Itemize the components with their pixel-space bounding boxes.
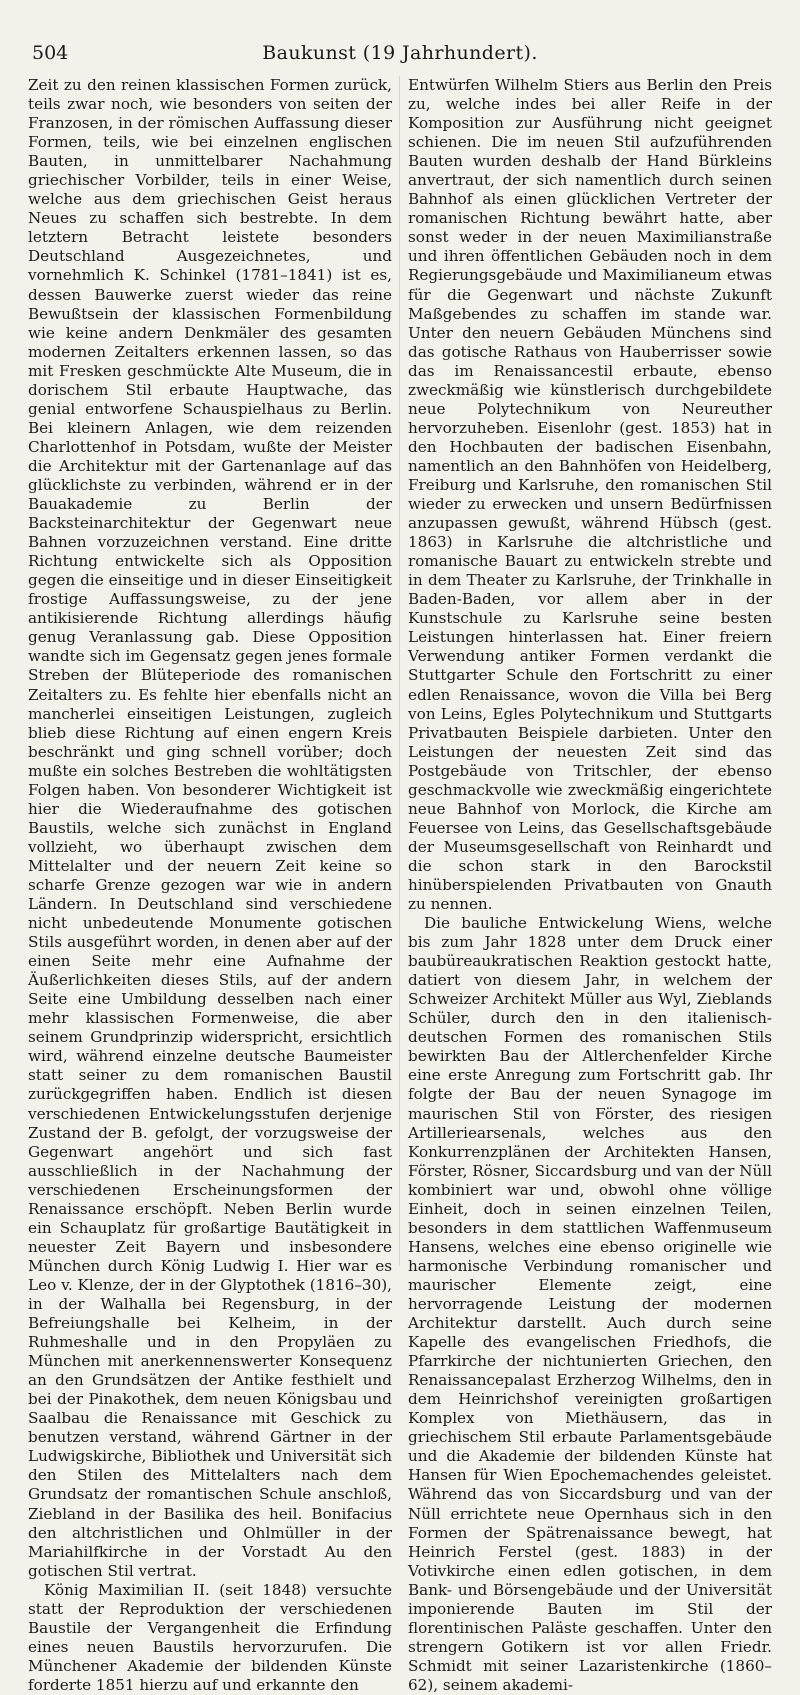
running-head: Baukunst (19 Jahrhundert). (262, 42, 538, 64)
left-column (28, 76, 392, 1695)
right-paragraph-1: Entwürfen Wilhelm Stiers aus Berlin den Preis zu, welche indes bei aller Reife in der Komposition zur Ausführung nicht geeignet schienen. Die im neuen Stil aufzuführenden Bauten wurden deshalb der Hand Bürkleins anvertraut, der sich namentlich durch seinen Bahnhof als einen glücklichen Vertreter der romanischen Richtung bewährt hatte, aber sonst weder in der neuen Maximilianstraße und ihren öffentlichen Gebäuden noch in dem Regierungsgebäude und Maximilianeum etwas für die Gegenwart und nächste Zukunft Maßgebendes zu schaffen im stande war. Unter den neuern Gebäuden Münchens sind das gotische Rathaus von Hauberrisser sowie das im Renaissancestil erbaute, ebenso zweckmäßig wie künstlerisch durchgebildete neue Polytechnikum von Neureuther hervorzuheben. Eisenlohr (gest. 1853) hat in den Hochbauten der badischen Eisenbahn, namentlich an den Bahnhöfen von Heidelberg, Freiburg und Karlsruhe, den romanischen Stil wieder zu erwecken und unsern Bedürfnissen anzupassen gewußt, während Hübsch (gest. 1863) in Karlsruhe die altchristliche und romanische Bauart zu entwickeln strebte und in dem Theater zu Karlsruhe, der Trinkhalle in Baden-Baden, vor allem aber in der Kunstschule zu Karlsruhe seine besten Leistungen hinterlassen hat. Einer freiern Verwendung antiker Formen verdankt die Stuttgarter Schule den Fortschritt zu einer edlen Renaissance, wovon die Villa bei Berg von Leins, Egles Polytechnikum und Stuttgarts Privatbauten Beispiele darbieten. Unter den Leistungen der neuesten Zeit sind das Postgebäude von Tritschler, der ebenso geschmackvolle wie zweckmäßig eingerichtete neue Bahnhof von Morlock, die Kirche am Feuersee von Leins, das Gesellschaftsgebäude der Museumsgesellschaft von Reinhardt und die schon stark in den Barockstil hinüberspielenden Privatbauten von Gnauth zu nennen. (408, 76, 772, 914)
text-columns (28, 76, 772, 1695)
page-header (28, 40, 772, 70)
column-divider (399, 76, 400, 1266)
left-paragraph-1: Zeit zu den reinen klassischen Formen zurück, teils zwar noch, wie besonders von seiten der Franzosen, in der römischen Auffassung dieser Formen, teils, wie bei einzelnen englischen Bauten, in unmittelbarer Nachahmung griechischer Vorbilder, teils in einer Weise, welche aus dem griechischen Geist heraus Neues zu schaffen sich bestrebte. In dem letztern Betracht leistete besonders Deutschland Ausgezeichnetes, und vornehmlich K. Schinkel (1781–1841) ist es, dessen Bauwerke zuerst wieder das reine Bewußtsein der klassischen Formenbildung wie keine andern Denkmäler des gesamten modernen Zeitalters erkennen lassen, so das mit Fresken geschmückte Alte Museum, die in dorischem Stil erbaute Hauptwache, das genial entworfene Schauspielhaus zu Berlin. Bei kleinern Anlagen, wie dem reizenden Charlottenhof in Potsdam, wußte der Meister die Architektur mit der Gartenanlage auf das glücklichste zu verbinden, während er in der Bauakademie zu Berlin der Backsteinarchitektur der Gegenwart neue Bahnen vorzuzeichnen verstand. Eine dritte Richtung entwickelte sich als Opposition gegen die einseitige und in dieser Einseitigkeit frostige Auffassungsweise, zu der jene antikisierende Richtung allerdings häufig genug Veranlassung gab. Diese Opposition wandte sich im Gegensatz gegen jenes formale Streben der Blüteperiode des romanischen Zeitalters zu. Es fehlte hier ebenfalls nicht an mancherlei einseitigen Leistungen, zugleich blieb diese Richtung auf einen engern Kreis beschränkt und ging schnell vorüber; doch mußte ein solches Bestreben die wohltätigsten Folgen haben. Von besonderer Wichtigkeit ist hier die Wiederaufnahme des gotischen Baustils, welche sich zunächst in England vollzieht, wo überhaupt zwischen dem Mittelalter und der neuern Zeit keine so scharfe Grenze gezogen war wie in andern Ländern. In Deutschland sind verschiedene nicht unbedeutende Monumente gotischen Stils ausgeführt worden, in denen aber auf der einen Seite mehr eine Aufnahme der Äußerlichkeiten dieses Stils, auf der andern Seite eine Umbildung desselben nach einer mehr klassischen Formenweise, die aber seinem Grundprinzip widerspricht, ersichtlich wird, während einzelne deutsche Baumeister statt seiner zu dem romanischen Baustil zurückgegriffen haben. Endlich ist diesen verschiedenen Entwickelungsstufen derjenige Zustand der B. gefolgt, der vorzugsweise der Gegenwart angehört und sich fast ausschließlich in der Nachahmung der verschiedenen Erscheinungsformen der Renaissance erschöpft. Neben Berlin wurde ein Schauplatz für großartige Bautätigkeit in neuester Zeit Bayern und insbesondere München durch König Ludwig I. Hier war es Leo v. Klenze, der in der Glyptothek (1816–30), in der Walhalla bei Regensburg, in der Befreiungshalle bei Kelheim, in der Ruhmeshalle und in den Propyläen zu München mit anerkennenswerter Konsequenz an den Grundsätzen der Antike festhielt und bei der Pinakothek, dem neuen Königsbau und Saalbau die Renaissance mit Geschick zu benutzen verstand, während Gärtner in der Ludwigskirche, Bibliothek und Universität sich den Stilen des Mittelalters nach dem Grundsatz der romantischen Schule anschloß, Ziebland in der Basilika des heil. Bonifacius den altchristlichen und Ohlmüller in der Mariahilfkirche in der Vorstadt Au den gotischen Stil vertrat. (28, 76, 392, 1580)
left-paragraph-2: König Maximilian II. (seit 1848) versuchte statt der Reproduktion der verschiedenen Baustile der Vergangenheit die Erfindung eines neuen Baustils hervorzurufen. Die Münchener Akademie der bildenden Künste forderte 1851 hierzu auf und erkannte den (28, 1580, 392, 1694)
page-number: 504 (32, 42, 69, 64)
right-paragraph-2: Die bauliche Entwickelung Wiens, welche bis zum Jahr 1828 unter dem Druck einer baubüreaukratischen Reaktion gestockt hatte, datiert von diesem Jahr, in welchem der Schweizer Architekt Müller aus Wyl, Zieblands Schüler, durch den in den italienisch-deutschen Formen des romanischen Stils bewirkten Bau der Altlerchenfelder Kirche eine erste Anregung zum Fortschritt gab. Ihr folgte der Bau der neuen Synagoge im maurischen Stil von Förster, des riesigen Artilleriearsenals, welches aus den Konkurrenzplänen der Architekten Hansen, Förster, Rösner, Siccardsburg und van der Nüll kombiniert war und, obwohl ohne völlige Einheit, doch in seinen einzelnen Teilen, besonders in dem stattlichen Waffenmuseum Hansens, welches eine ebenso originelle wie harmonische Verbindung romanischer und maurischer Elemente zeigt, eine hervorragende Leistung der modernen Architektur darstellt. Auch durch seine Kapelle des evangelischen Friedhofs, die Pfarrkirche der nichtunierten Griechen, den Renaissancepalast Erzherzog Wilhelms, den in dem Heinrichshof vereinigten großartigen Komplex von Miethäusern, das in griechischem Stil erbaute Parlamentsgebäude und die Akademie der bildenden Künste hat Hansen für Wien Epochemachendes geleistet. Während das von Siccardsburg und van der Nüll errichtete neue Opernhaus sich in den Formen der Spätrenaissance bewegt, hat Heinrich Ferstel (gest. 1883) in der Votivkirche einen edlen gotischen, in dem Bank- und Börsengebäude und der Universität imponierende Bauten im Stil der florentinischen Paläste geschaffen. Unter den strengern Gotikern ist vor allen Friedr. Schmidt mit seiner Lazaristenkirche (1860–62), seinem akademi- (408, 914, 772, 1694)
right-column (408, 76, 772, 1695)
